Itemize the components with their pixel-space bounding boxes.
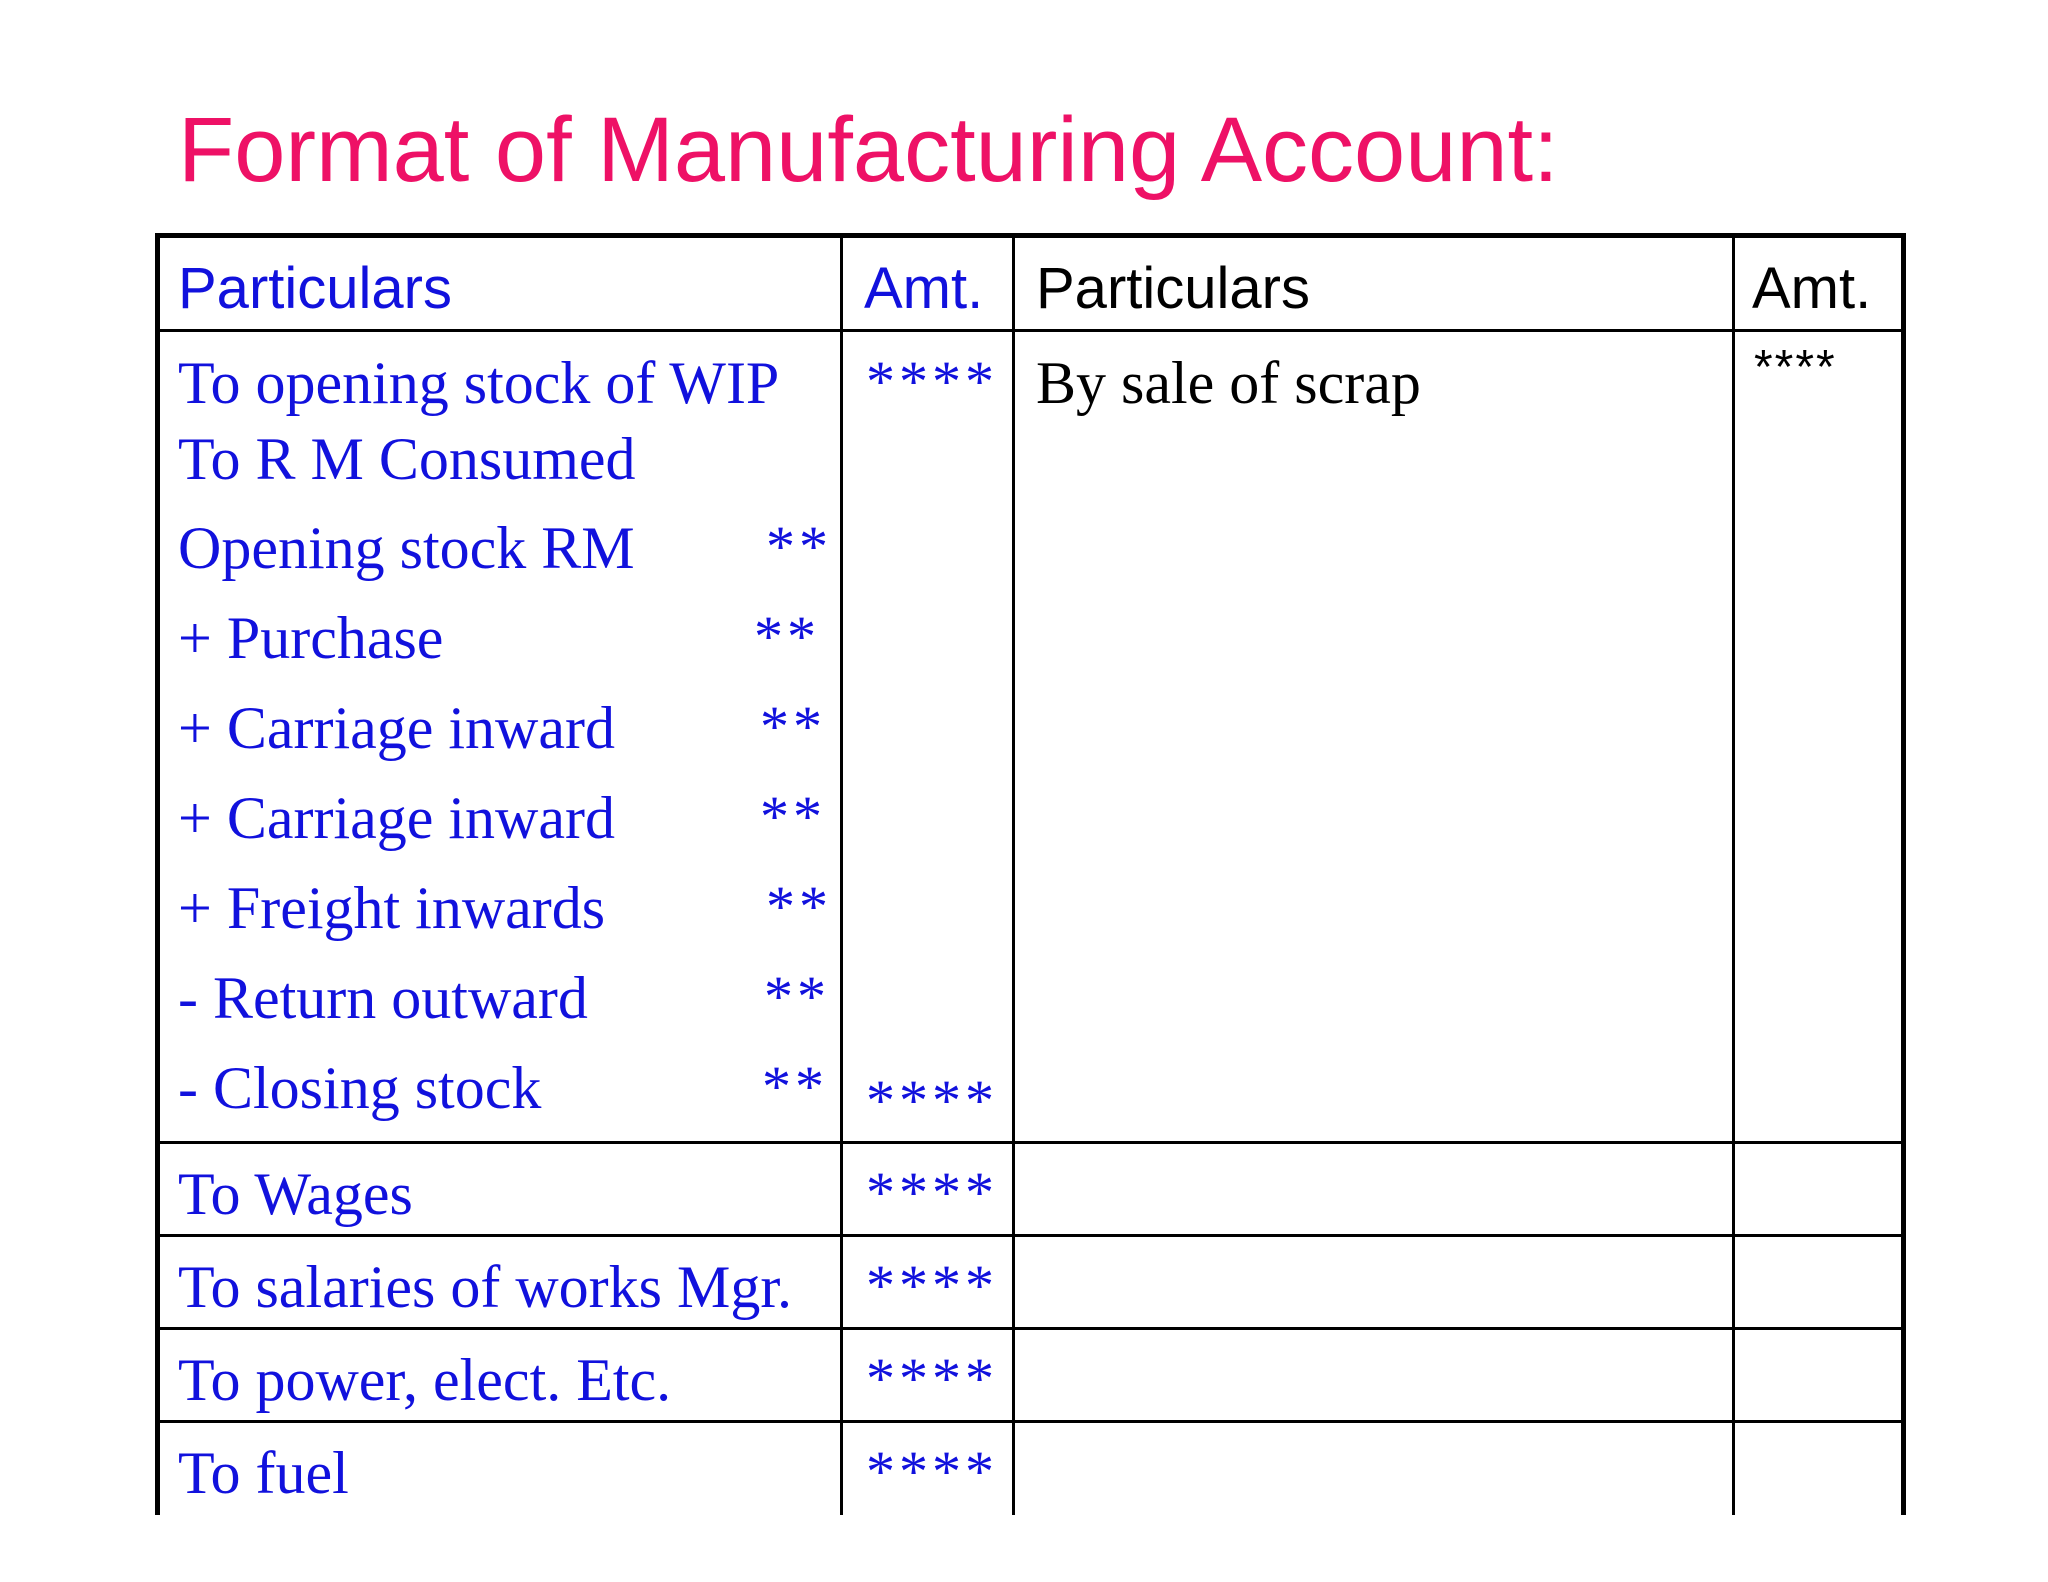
rm-sub-item-label: + Freight inwards bbox=[178, 875, 606, 941]
debit-amount: **** bbox=[866, 349, 998, 414]
header-credit-amount: Amt. bbox=[1752, 256, 1872, 321]
rm-sub-item-value: ** bbox=[760, 694, 826, 759]
debit-amount: **** bbox=[866, 1068, 998, 1133]
row-divider bbox=[160, 1141, 1901, 1144]
debit-particulars: To R M Consumed bbox=[178, 426, 636, 492]
manufacturing-account-table bbox=[155, 233, 1906, 1515]
column-divider bbox=[1012, 238, 1015, 1515]
rm-sub-item-value: ** bbox=[766, 874, 832, 939]
header-debit-amount: Amt. bbox=[864, 256, 984, 321]
header-divider bbox=[160, 329, 1901, 332]
rm-sub-item-value: ** bbox=[764, 964, 830, 1029]
rm-sub-item-label: Opening stock RM bbox=[178, 515, 635, 581]
rm-sub-item-value: ** bbox=[760, 784, 826, 849]
rm-sub-item-label: + Carriage inward bbox=[178, 695, 615, 761]
rm-sub-item-label: + Purchase bbox=[178, 605, 444, 671]
debit-particulars: To fuel bbox=[178, 1440, 349, 1506]
row-divider bbox=[160, 1234, 1901, 1237]
rm-sub-item-label: - Return outward bbox=[178, 965, 588, 1031]
debit-amount: **** bbox=[866, 1346, 998, 1411]
debit-particulars: To opening stock of WIP bbox=[178, 350, 780, 416]
rm-sub-item-label: - Closing stock bbox=[178, 1055, 542, 1121]
rm-sub-item-value: ** bbox=[754, 604, 820, 669]
rm-sub-item-value: ** bbox=[762, 1054, 828, 1119]
page-title: Format of Manufacturing Account: bbox=[178, 99, 1559, 201]
debit-amount: **** bbox=[866, 1160, 998, 1225]
debit-amount: **** bbox=[866, 1439, 998, 1504]
rm-sub-item-value: ** bbox=[766, 514, 832, 579]
row-divider bbox=[160, 1420, 1901, 1423]
row-divider bbox=[160, 1327, 1901, 1330]
debit-particulars: To salaries of works Mgr. bbox=[178, 1254, 793, 1320]
column-divider bbox=[1732, 238, 1735, 1515]
header-credit-particulars: Particulars bbox=[1036, 256, 1310, 321]
credit-amount: **** bbox=[1754, 341, 1837, 394]
debit-amount: **** bbox=[866, 1253, 998, 1318]
rm-sub-item-label: + Carriage inward bbox=[178, 785, 615, 851]
column-divider bbox=[840, 238, 843, 1515]
debit-particulars: To power, elect. Etc. bbox=[178, 1347, 672, 1413]
credit-particulars: By sale of scrap bbox=[1036, 350, 1421, 416]
debit-particulars: To Wages bbox=[178, 1161, 413, 1227]
header-debit-particulars: Particulars bbox=[178, 256, 452, 321]
